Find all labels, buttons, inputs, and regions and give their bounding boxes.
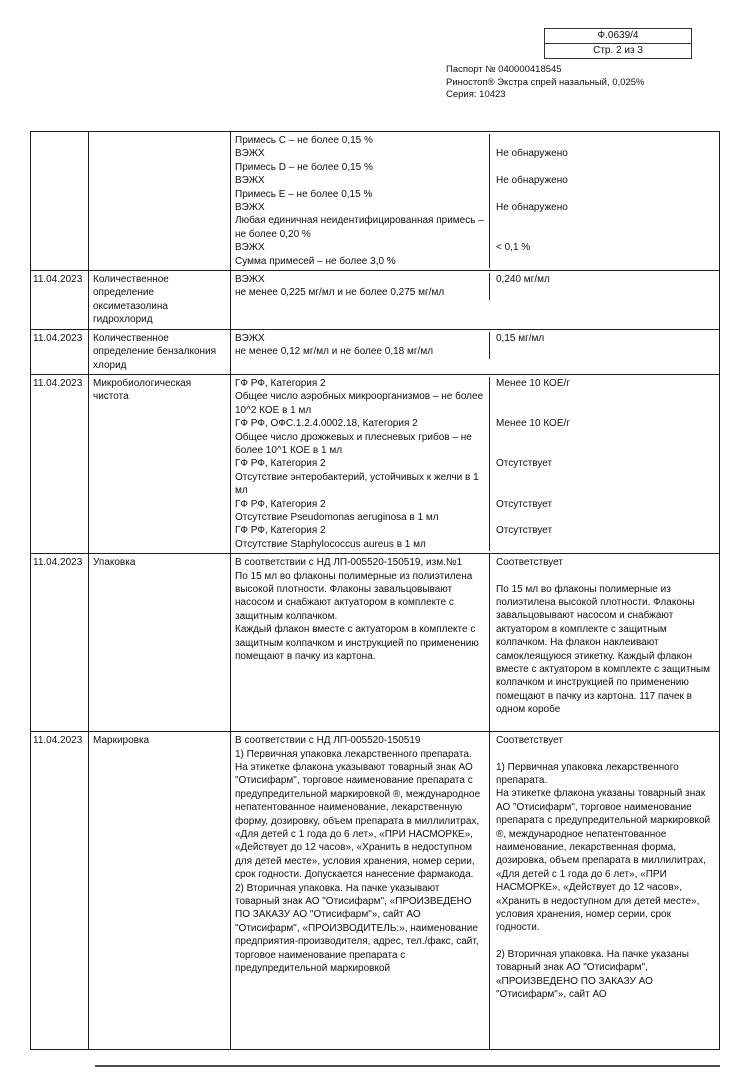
method-result-pair (231, 377, 719, 417)
passport-block (446, 64, 644, 102)
result-value: 0,15 мг/мл (496, 332, 545, 344)
method-line: Общее число аэробных микроорганизмов – не более 10^2 КОЕ в 1 мл (235, 391, 484, 416)
result-cell (489, 554, 719, 731)
method-cell (231, 554, 489, 731)
result-value: Менее 10 КОЕ/г (496, 377, 570, 389)
method-line: ВЭЖХ (235, 148, 265, 160)
table-row (31, 329, 719, 374)
row-body (231, 554, 719, 731)
method-result-pair (231, 134, 719, 161)
result-value: Отсутствует (496, 458, 553, 470)
result-cell (489, 134, 719, 161)
method-paragraph: Каждый флакон вместе с актуатором в комплекте с защитным колпачком и инструкцией по применению помещают в пачку из картона. (235, 624, 479, 663)
result-paragraph: Соответствует (496, 735, 563, 747)
method-line: не менее 0,225 мг/мл и не более 0,275 мг/мл (235, 287, 445, 299)
result-value: Менее 10 КОЕ/г (496, 418, 570, 430)
method-result-pair (231, 332, 719, 359)
method-line: ГФ РФ, Категория 2 (235, 525, 326, 537)
method-cell (231, 332, 489, 359)
method-paragraph: По 15 мл во флаконы полимерные из полиэтилена высокой плотности. Флаконы завальцовывают насосом и снабжают актуатором в комплекте с защитным колпачком. (235, 570, 473, 622)
table-row (31, 731, 719, 1049)
method-line: не менее 0,12 мг/мл и не более 0,18 мг/мл (235, 346, 434, 358)
result-cell (489, 417, 719, 457)
row-test-cell: Упаковка (89, 554, 231, 731)
method-line: Сумма примесей – не более 3,0 % (235, 255, 396, 267)
method-line: ВЭЖХ (235, 175, 265, 187)
result-cell (489, 161, 719, 188)
method-paragraph: В соответствии с НД ЛП-005520-150519, изм.№1 (235, 557, 463, 569)
method-result-pair (231, 214, 719, 254)
result-cell (489, 457, 719, 497)
method-line: Отсутствие Pseudomonas aeruginosa в 1 мл (235, 511, 439, 523)
method-line: Любая единичная неидентифицированная примесь – не более 0,20 % (235, 215, 484, 240)
result-value: Не обнаружено (496, 202, 568, 214)
row-body (231, 132, 719, 270)
method-result-pair (231, 417, 719, 457)
result-cell (489, 255, 719, 268)
method-line: ГФ РФ, Категория 2 (235, 498, 326, 510)
table-row (31, 132, 719, 270)
row-date-cell: 11.04.2023 (31, 330, 89, 374)
page-number-label: Стр. 2 из 3 (545, 43, 691, 58)
result-paragraph (496, 748, 713, 761)
method-cell (231, 134, 489, 161)
result-paragraph (496, 935, 713, 948)
product-name: Риностоп® Экстра спрей назальный, 0,025% (446, 76, 645, 88)
method-result-pair (231, 161, 719, 188)
method-line: Примесь C – не более 0,15 % (235, 135, 373, 146)
row-date-cell: 11.04.2023 (31, 554, 89, 731)
method-result-pair (231, 524, 719, 551)
method-cell (231, 188, 489, 215)
row-date-cell (31, 132, 89, 270)
method-line: ВЭЖХ (235, 242, 265, 254)
method-cell (231, 273, 489, 300)
result-value: 0,240 мг/мл (496, 274, 550, 286)
row-body (231, 732, 719, 1049)
method-cell (231, 161, 489, 188)
method-cell (231, 524, 489, 551)
result-cell (489, 273, 719, 300)
method-result-pair (231, 498, 719, 525)
method-paragraph: На этикетке флакона указывают товарный знак АО "Отисифарм", торговое наименование препарата с предупредительной маркировкой ®, международное непатентованное наименование, лекарственную форму, дозировку, объем препарата в миллилитрах, «Для детей с 1 года до 6 лет», «ПРИ НАСМОРКЕ», «Действует до 12 часов», «Хранить в недоступном для детей месте», условия хранения, номер серии, срок годности. Допускается нанесение фармакода. (235, 762, 481, 881)
result-value: Отсутствует (496, 525, 553, 537)
method-result-pair (231, 255, 719, 268)
row-date-cell: 11.04.2023 (31, 732, 89, 1049)
method-line: ВЭЖХ (235, 202, 265, 214)
method-line: Общее число дрожжевых и плесневых грибов – не более 10^1 КОЕ в 1 мл (235, 431, 472, 456)
method-paragraph: В соответствии с НД ЛП-005520-150519 (235, 735, 421, 747)
row-date-cell: 11.04.2023 (31, 271, 89, 329)
result-value: < 0,1 % (496, 242, 531, 254)
result-value: Не обнаружено (496, 148, 568, 160)
method-line: ГФ РФ, Категория 2 (235, 458, 326, 470)
form-code-label: Ф.0639/4 (597, 30, 639, 41)
row-test-cell: Количественное определение оксиметазолина гидрохлорид (89, 271, 231, 329)
result-paragraph: Соответствует (496, 557, 563, 569)
result-cell (489, 498, 719, 525)
result-paragraph: По 15 мл во флаконы полимерные из полиэтилена высокой плотности. Флаконы завальцовывают насосом и снабжают актуатором в комплекте с защитным колпачком. На флакон наклеивают самоклеящуюся этикетку. Каждый флакон вместе с актуатором в комплекте с защитным колпачком и инструкцией по применению помещают в пачку из картона. 117 пачек в одном коробе (496, 583, 711, 716)
result-value: Не обнаружено (496, 175, 568, 187)
result-paragraph: На этикетке флакона указаны товарный знак АО "Отисифарм", торговое наименование препарата с предупредительной маркировкой ®, международное непатентованное наименование, лекарственная форма, дозировка, объем препарата в миллилитрах, «Для детей с 1 года до 6 лет», «ПРИ НАСМОРКЕ», «Действует до 12 часов», «Хранить в недоступном для детей месте», условия хранения, номер серии, срок годности. (496, 788, 711, 934)
method-cell (231, 377, 489, 417)
result-paragraph: 1) Первичная упаковка лекарственного препарата. (496, 761, 679, 786)
method-result-pair (231, 273, 719, 300)
table-row (31, 270, 719, 329)
method-line: Отсутствие энтеробактерий, устойчивых к желчи в 1 мл (235, 471, 479, 497)
method-line: Примесь E – не более 0,15 % (235, 188, 373, 200)
method-cell (231, 214, 489, 254)
row-test-cell: Количественное определение бензалкония хлорид (89, 330, 231, 374)
result-value: Отсутствует (496, 498, 553, 510)
row-body (231, 271, 719, 329)
result-cell (489, 732, 719, 1049)
result-cell (489, 188, 719, 215)
method-cell (231, 457, 489, 497)
result-paragraph: 2) Вторичная упаковка. На пачке указаны товарный знак АО "Отисифарм", «ПРОИЗВЕДЕНО ПО ЗАКАЗУ АО "Отисифарм"», сайт АО (496, 948, 689, 1001)
qc-table (30, 131, 720, 1050)
row-test-cell: Микробиологическая чистота (89, 375, 231, 553)
series-number: Серия: 10423 (446, 89, 506, 100)
table-row (31, 553, 719, 731)
form-code-box (544, 28, 692, 59)
method-line: ВЭЖХ (235, 274, 265, 286)
method-paragraph: 1) Первичная упаковка лекарственного препарата. (235, 748, 472, 760)
result-cell (489, 332, 719, 359)
passport-number: Паспорт № 040000418545 (446, 64, 562, 75)
result-cell (489, 214, 719, 254)
table-row (31, 374, 719, 553)
row-test-cell: Маркировка (89, 732, 231, 1049)
footer-divider (95, 1065, 720, 1067)
method-result-pair (231, 188, 719, 215)
result-paragraph (496, 570, 713, 583)
row-test-cell (89, 132, 231, 270)
method-line: Отсутствие Staphylococcus aureus в 1 мл (235, 538, 426, 550)
row-body (231, 375, 719, 553)
method-cell (231, 732, 489, 1049)
method-line: ГФ РФ, ОФС.1.2.4.0002.18, Категория 2 (235, 418, 418, 430)
method-paragraph: 2) Вторичная упаковка. На пачке указывают товарный знак АО "Отисифарм", «ПРОИЗВЕДЕНО ПО ЗАКАЗУ АО "Отисифарм"», сайт АО "Отисифарм", «ПРОИЗВОДИТЕЛЬ:», наименование предприятия-производителя, адрес, тел./факс, сайт, торговое наименование препарата с предупредительной маркировкой (235, 882, 479, 975)
method-cell (231, 498, 489, 525)
method-line: Примесь D – не более 0,15 % (235, 161, 373, 173)
result-cell (489, 377, 719, 417)
result-cell (489, 524, 719, 551)
method-result-pair (231, 457, 719, 497)
method-line: ГФ РФ, Категория 2 (235, 377, 326, 389)
row-body (231, 330, 719, 374)
method-cell (231, 255, 489, 268)
method-line: ВЭЖХ (235, 332, 265, 344)
method-cell (231, 417, 489, 457)
row-date-cell: 11.04.2023 (31, 375, 89, 553)
